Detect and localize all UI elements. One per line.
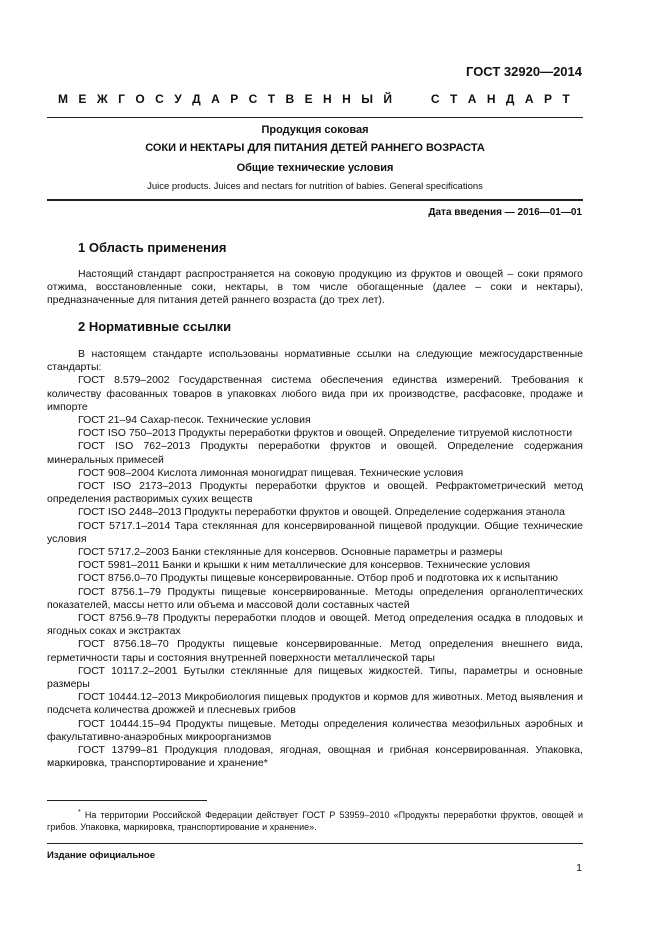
footnote-text: На территории Российской Федерации действует ГОСТ Р 53959–2010 «Продукты переработки фруктов, овощей и грибов. Упаковка, маркировка, транспортирование и хранение». <box>47 810 583 832</box>
reference-item: ГОСТ 5981–2011 Банки и крышки к ним металлические для консервов. Технические условия <box>78 559 531 572</box>
reference-item: ГОСТ ISO 2448–2013 Продукты переработки фруктов и овощей. Определение содержания этанола <box>78 506 565 519</box>
reference-item: ГОСТ 13799–81 Продукция плодовая, ягодная, овощная и грибная консервированная. Упаковка, маркировка, транспортирование и хранение* <box>47 744 583 770</box>
divider-bottom <box>47 843 583 844</box>
divider-top <box>47 117 583 118</box>
section-heading-references: 2 Нормативные ссылки <box>78 319 232 334</box>
reference-item: ГОСТ 8756.9–78 Продукты переработки плодов и овощей. Метод определения осадка в плодовых и ягодных соках и экстрактах <box>47 612 583 638</box>
introduction-date: Дата введения — 2016—01—01 <box>428 207 582 218</box>
reference-item: ГОСТ 908–2004 Кислота лимонная моногидрат пищевая. Технические условия <box>78 466 464 479</box>
references-intro: В настоящем стандарте использованы нормативные ссылки на следующие межгосударственные стандарты: <box>47 348 583 374</box>
title-product: Продукция соковая <box>261 124 369 136</box>
reference-item: ГОСТ ISO 750–2013 Продукты переработки фруктов и овощей. Определение титруемой кислотности <box>78 427 573 440</box>
section-heading-scope: 1 Область применения <box>78 240 227 255</box>
reference-item: ГОСТ ISO 762–2013 Продукты переработки фруктов и овощей. Определение содержания минеральных примесей <box>47 440 583 466</box>
interstate-standard-heading: М Е Ж Г О С У Д А Р С Т В Е Н Н Ы Й С Т А Н Д А Р Т <box>58 92 570 106</box>
reference-item: ГОСТ 8756.0–70 Продукты пищевые консервированные. Отбор проб и подготовка их к испытанию <box>78 572 558 585</box>
title-english: Juice products. Juices and nectars for nutrition of babies. General specifications <box>147 181 483 192</box>
reference-item: ГОСТ 5717.1–2014 Тара стеклянная для консервированной пищевой продукции. Общие технические условия <box>47 519 583 545</box>
reference-item: ГОСТ 5717.2–2003 Банки стеклянные для консервов. Основные параметры и размеры <box>78 546 503 559</box>
section-text-scope: Настоящий стандарт распространяется на соковую продукцию из фруктов и овощей – соки прямого отжима, восстановленные соки, нектары, в том числе обогащенные (далее – соки и нектары), предназначенные для питания детей раннего возраста (до трех лет). <box>47 268 583 307</box>
gost-number: ГОСТ 32920—2014 <box>466 64 582 79</box>
reference-item: ГОСТ 8756.1–79 Продукты пищевые консервированные. Методы определения органолептических показателей, массы нетто или объема и массовой доли составных частей <box>47 585 583 611</box>
footnote-mark: * <box>78 809 81 816</box>
reference-item: ГОСТ 10444.12–2013 Микробиология пищевых продуктов и кормов для животных. Метод выявления и подсчета количества дрожжей и плесневых грибов <box>47 691 583 717</box>
reference-item: ГОСТ ISO 2173–2013 Продукты переработки фруктов и овощей. Рефрактометрический метод определения растворимых сухих веществ <box>47 480 583 506</box>
reference-item: ГОСТ 10117.2–2001 Бутылки стеклянные для пищевых жидкостей. Типы, параметры и основные размеры <box>47 664 583 691</box>
reference-item: ГОСТ 8756.18–70 Продукты пищевые консервированные. Метод определения внешнего вида, герметичности тары и состояния внутренней поверхности металлической тары <box>47 638 583 664</box>
edition-label: Издание официальное <box>47 850 155 861</box>
footnote <box>47 807 583 833</box>
reference-item: ГОСТ 10444.15–94 Продукты пищевые. Методы определения количества мезофильных аэробных и факультативно-анаэробных микроорганизмов <box>47 717 583 743</box>
reference-item: ГОСТ 8.579–2002 Государственная система обеспечения единства измерений. Требования к количеству фасованных товаров в упаковках любого вида при их производстве, расфасовке, продаже и импорте <box>47 374 583 413</box>
references-list <box>47 348 583 771</box>
footnote-divider <box>47 800 207 801</box>
title-main: СОКИ И НЕКТАРЫ ДЛЯ ПИТАНИЯ ДЕТЕЙ РАННЕГО ВОЗРАСТА <box>145 142 485 154</box>
divider-title <box>47 199 583 201</box>
title-sub: Общие технические условия <box>236 162 394 174</box>
page-number: 1 <box>576 862 582 874</box>
reference-item: ГОСТ 21–94 Сахар-песок. Технические условия <box>78 414 311 427</box>
